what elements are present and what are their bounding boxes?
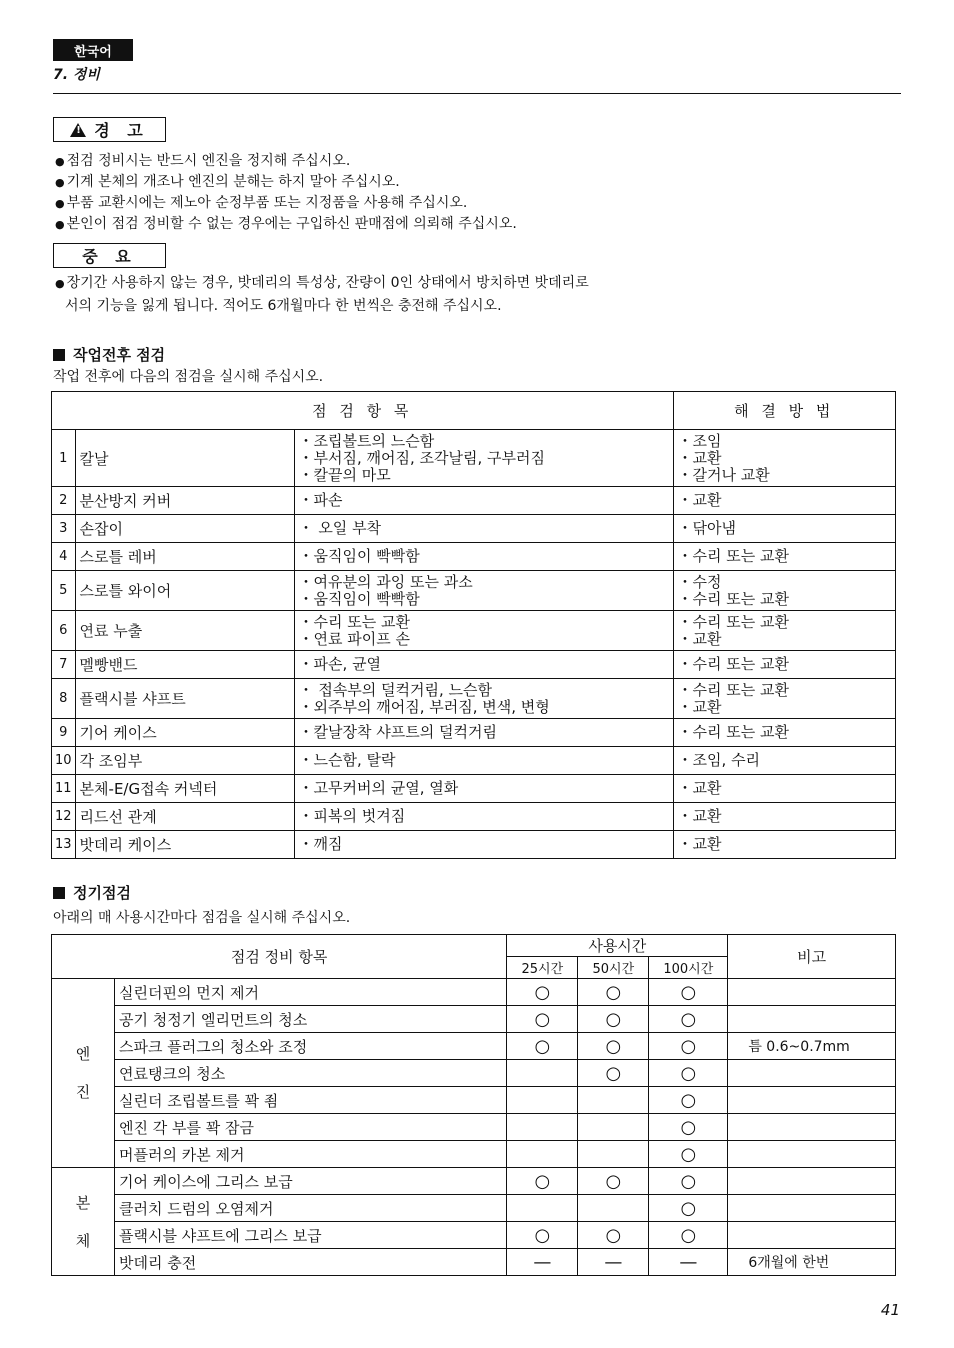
check-target: 스로틀 레버 xyxy=(75,543,294,571)
pre-check-row xyxy=(52,571,896,611)
header-item: 점검 정비 항목 xyxy=(52,935,507,979)
fix-method: ・수리 또는 교환 xyxy=(673,543,895,571)
check-detail: ・여유분의 과잉 또는 과소 ・움직임이 빡빡함 xyxy=(294,571,673,611)
fix-method: ・수리 또는 교환 ・교환 xyxy=(673,611,895,651)
mark-50h: ○ xyxy=(578,1033,649,1060)
mark-25h xyxy=(507,1195,578,1222)
warning-list xyxy=(55,151,517,235)
note xyxy=(728,1060,896,1087)
mark-50h: ○ xyxy=(578,979,649,1006)
note xyxy=(728,1222,896,1249)
pre-check-row xyxy=(52,611,896,651)
row-number: 12 xyxy=(52,803,76,831)
important-label xyxy=(53,243,166,268)
pre-check-desc: 작업 전후에 다음의 점검을 실시해 주십시오. xyxy=(53,369,324,385)
group-label: 엔 진 xyxy=(52,979,115,1168)
mark-25h: ○ xyxy=(507,979,578,1006)
periodic-row xyxy=(52,1114,896,1141)
pre-check-row xyxy=(52,679,896,719)
mark-100h: ○ xyxy=(649,1087,728,1114)
periodic-row xyxy=(52,1087,896,1114)
row-number: 10 xyxy=(52,747,76,775)
row-number: 9 xyxy=(52,719,76,747)
warning-item: ● 부품 교환시에는 제노아 순정부품 또는 지정품을 사용해 주십시오. xyxy=(55,193,517,214)
language-badge: 한국어 xyxy=(53,39,133,61)
mark-100h: ○ xyxy=(649,1141,728,1168)
mark-50h: ○ xyxy=(578,1006,649,1033)
fix-method: ・수리 또는 교환 ・교환 xyxy=(673,679,895,719)
check-detail: ・칼날장착 샤프트의 덜컥거림 xyxy=(294,719,673,747)
check-target: 분산방지 커버 xyxy=(75,487,294,515)
row-number: 3 xyxy=(52,515,76,543)
mark-50h xyxy=(578,1141,649,1168)
periodic-table xyxy=(51,934,896,1276)
header-note: 비고 xyxy=(728,935,896,979)
mark-25h: ○ xyxy=(507,1006,578,1033)
check-detail: ・조립볼트의 느슨함 ・부서짐, 깨어짐, 조각날림, 구부러짐 ・칼끝의 마모 xyxy=(294,430,673,487)
check-detail: ・파손 xyxy=(294,487,673,515)
important-line: 서의 기능을 잃게 됩니다. 적어도 6개월마다 한 번씩은 충전해 주십시오. xyxy=(65,298,502,314)
pre-check-row xyxy=(52,803,896,831)
mark-100h: ○ xyxy=(649,1006,728,1033)
note xyxy=(728,1006,896,1033)
mark-50h: ○ xyxy=(578,1222,649,1249)
note xyxy=(728,1168,896,1195)
page-number: 41 xyxy=(880,1301,900,1319)
pre-check-row xyxy=(52,543,896,571)
check-target: 본체-E/G접속 커넥터 xyxy=(75,775,294,803)
mark-100h: — xyxy=(649,1249,728,1276)
header-50h: 50시간 xyxy=(578,957,649,979)
note xyxy=(728,979,896,1006)
important-text xyxy=(55,272,815,317)
pre-check-row xyxy=(52,719,896,747)
mark-100h: ○ xyxy=(649,1033,728,1060)
mark-25h: ○ xyxy=(507,1168,578,1195)
row-number: 7 xyxy=(52,651,76,679)
row-number: 8 xyxy=(52,679,76,719)
warning-item: ● 기계 본체의 개조나 엔진의 분해는 하지 말아 주십시오. xyxy=(55,172,517,193)
maintenance-item: 머플러의 카본 제거 xyxy=(115,1141,507,1168)
maintenance-item: 클러치 드럼의 오염제거 xyxy=(115,1195,507,1222)
fix-method: ・교환 xyxy=(673,803,895,831)
header-hours: 사용시간 xyxy=(507,935,728,957)
mark-100h: ○ xyxy=(649,979,728,1006)
warning-item: ● 점검 정비시는 반드시 엔진을 정지해 주십시오. xyxy=(55,151,517,172)
pre-check-row xyxy=(52,487,896,515)
check-target: 플랙시블 샤프트 xyxy=(75,679,294,719)
periodic-row xyxy=(52,1033,896,1060)
check-target: 칼날 xyxy=(75,430,294,487)
check-target: 스로틀 와이어 xyxy=(75,571,294,611)
check-detail: ・수리 또는 교환 ・연료 파이프 손 xyxy=(294,611,673,651)
check-target: 밧데리 케이스 xyxy=(75,831,294,859)
maintenance-item: 밧데리 충전 xyxy=(115,1249,507,1276)
group-label: 본 체 xyxy=(52,1168,115,1276)
note: 틈 0.6~0.7mm xyxy=(728,1033,896,1060)
check-detail: ・파손, 균열 xyxy=(294,651,673,679)
periodic-title: 정기점검 xyxy=(73,884,131,902)
check-target: 각 조임부 xyxy=(75,747,294,775)
fix-method: ・닦아냄 xyxy=(673,515,895,543)
check-target: 손잡이 xyxy=(75,515,294,543)
row-number: 2 xyxy=(52,487,76,515)
check-target: 기어 케이스 xyxy=(75,719,294,747)
check-target: 멜빵밴드 xyxy=(75,651,294,679)
note xyxy=(728,1141,896,1168)
mark-25h: ○ xyxy=(507,1222,578,1249)
fix-method: ・수정 ・수리 또는 교환 xyxy=(673,571,895,611)
maintenance-item: 실린더핀의 먼지 제거 xyxy=(115,979,507,1006)
fix-method: ・수리 또는 교환 xyxy=(673,651,895,679)
note xyxy=(728,1087,896,1114)
pre-check-table xyxy=(51,391,896,859)
mark-25h: ○ xyxy=(507,1033,578,1060)
maintenance-item: 스파크 플러그의 청소와 조정 xyxy=(115,1033,507,1060)
mark-50h xyxy=(578,1114,649,1141)
fix-method: ・교환 xyxy=(673,775,895,803)
warning-item: ● 본인이 점검 정비할 수 없는 경우에는 구입하신 판매점에 의뢰해 주십시오. xyxy=(55,214,517,235)
maintenance-item: 엔진 각 부를 꽉 잠금 xyxy=(115,1114,507,1141)
maintenance-item: 플랙시블 샤프트에 그리스 보급 xyxy=(115,1222,507,1249)
fix-method: ・조임 ・교환 ・갈거나 교환 xyxy=(673,430,895,487)
periodic-row xyxy=(52,1249,896,1276)
note xyxy=(728,1114,896,1141)
row-number: 5 xyxy=(52,571,76,611)
row-number: 4 xyxy=(52,543,76,571)
pre-check-row xyxy=(52,430,896,487)
mark-100h: ○ xyxy=(649,1222,728,1249)
warning-label xyxy=(53,117,166,142)
row-number: 11 xyxy=(52,775,76,803)
maintenance-item: 기어 케이스에 그리스 보급 xyxy=(115,1168,507,1195)
periodic-row xyxy=(52,1006,896,1033)
pre-check-row xyxy=(52,651,896,679)
row-number: 1 xyxy=(52,430,76,487)
mark-100h: ○ xyxy=(649,1168,728,1195)
mark-50h xyxy=(578,1195,649,1222)
header-25h: 25시간 xyxy=(507,957,578,979)
check-detail: ・ 접속부의 덜컥거림, 느슨함 ・외주부의 깨어짐, 부러짐, 변색, 변형 xyxy=(294,679,673,719)
row-number: 6 xyxy=(52,611,76,651)
mark-25h xyxy=(507,1114,578,1141)
pre-check-row xyxy=(52,831,896,859)
header-divider xyxy=(53,93,901,94)
fix-method: ・교환 xyxy=(673,487,895,515)
pre-check-row xyxy=(52,747,896,775)
check-detail: ・고무커버의 균열, 열화 xyxy=(294,775,673,803)
mark-100h: ○ xyxy=(649,1060,728,1087)
periodic-row xyxy=(52,1168,896,1195)
note: 6개월에 한번 xyxy=(728,1249,896,1276)
check-target: 연료 누출 xyxy=(75,611,294,651)
mark-50h: — xyxy=(578,1249,649,1276)
periodic-rows xyxy=(52,979,896,1276)
important-line: ● 장기간 사용하지 않는 경우, 밧데리의 특성상, 잔량이 0인 상태에서 방치하면 밧데리로 xyxy=(55,272,815,295)
mark-25h xyxy=(507,1141,578,1168)
pre-check-rows xyxy=(52,430,896,859)
fix-method: ・수리 또는 교환 xyxy=(673,719,895,747)
check-detail: ・느슨함, 탈락 xyxy=(294,747,673,775)
mark-100h: ○ xyxy=(649,1114,728,1141)
mark-25h: — xyxy=(507,1249,578,1276)
warning-icon xyxy=(70,123,86,137)
mark-50h: ○ xyxy=(578,1060,649,1087)
note xyxy=(728,1195,896,1222)
mark-50h xyxy=(578,1087,649,1114)
row-number: 13 xyxy=(52,831,76,859)
periodic-row xyxy=(52,1222,896,1249)
check-detail: ・깨짐 xyxy=(294,831,673,859)
periodic-row xyxy=(52,1141,896,1168)
check-detail: ・움직임이 빡빡함 xyxy=(294,543,673,571)
pre-check-title: 작업전후 점검 xyxy=(73,346,166,364)
periodic-heading xyxy=(53,882,131,903)
header-100h: 100시간 xyxy=(649,957,728,979)
section-title: 7. 정비 xyxy=(53,67,100,83)
check-target: 리드선 관계 xyxy=(75,803,294,831)
periodic-desc: 아래의 매 사용시간마다 점검을 실시해 주십시오. xyxy=(53,910,351,926)
pre-check-row xyxy=(52,515,896,543)
warning-label-text: 경 고 xyxy=(94,121,149,140)
check-detail: ・피복의 벗겨짐 xyxy=(294,803,673,831)
periodic-row xyxy=(52,979,896,1006)
header-check: 점 검 항 목 xyxy=(52,392,674,430)
fix-method: ・교환 xyxy=(673,831,895,859)
maintenance-item: 공기 청정기 엘리먼트의 청소 xyxy=(115,1006,507,1033)
maintenance-item: 연료탱크의 청소 xyxy=(115,1060,507,1087)
check-detail: ・ 오일 부착 xyxy=(294,515,673,543)
periodic-row xyxy=(52,1195,896,1222)
mark-25h xyxy=(507,1087,578,1114)
pre-check-row xyxy=(52,775,896,803)
maintenance-item: 실린더 조립볼트를 꽉 죔 xyxy=(115,1087,507,1114)
important-label-text: 중 요 xyxy=(82,247,137,266)
fix-method: ・조임, 수리 xyxy=(673,747,895,775)
square-bullet-icon xyxy=(53,349,65,361)
square-bullet-icon xyxy=(53,887,65,899)
header-fix: 해 결 방 법 xyxy=(673,392,895,430)
periodic-row xyxy=(52,1060,896,1087)
mark-50h: ○ xyxy=(578,1168,649,1195)
mark-100h: ○ xyxy=(649,1195,728,1222)
pre-check-heading xyxy=(53,344,165,365)
mark-25h xyxy=(507,1060,578,1087)
